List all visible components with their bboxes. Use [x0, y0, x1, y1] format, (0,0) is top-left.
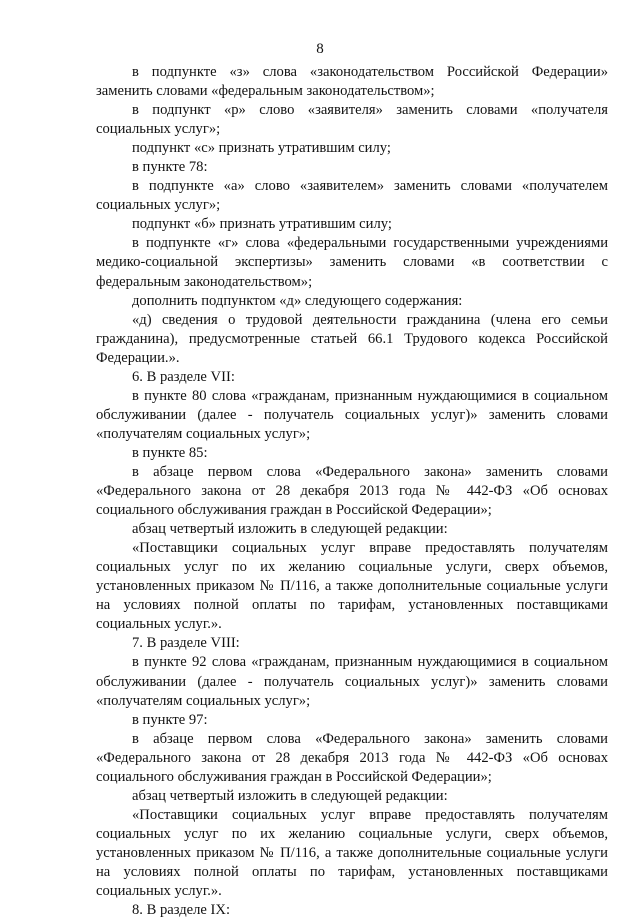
paragraph-14: абзац четвертый изложить в следующей редакции:	[132, 521, 448, 538]
paragraph-19: в абзаце первом слова «Федерального закона» заменить словами «Федерального закона от 28 декабря 2013 года № 442-ФЗ «Об основах социального обслуживания граждан в Российской Федерации»;	[96, 730, 608, 785]
paragraph-11: в пункте 80 слова «гражданам, признанным нуждающимися в социальном обслуживании (далее - получатель социальных услуг)» заменить словами «получателям социальных услуг»;	[96, 387, 608, 442]
paragraph-7: в подпункте «г» слова «федеральными государственными учреждениями медико-социальной экспертизы» заменить словами «в соответствии с федеральным законодательством»;	[96, 235, 608, 290]
paragraph-12: в пункте 85:	[132, 444, 208, 461]
paragraph-8: дополнить подпунктом «д» следующего содержания:	[132, 292, 463, 309]
paragraph-18: в пункте 97:	[132, 711, 208, 728]
document-body	[96, 63, 608, 920]
paragraph-2: в подпункт «р» слово «заявителя» заменить словами «получателя социальных услуг»;	[96, 102, 608, 138]
paragraph-22: 8. В разделе IX:	[132, 902, 231, 919]
paragraph-15: «Поставщики социальных услуг вправе предоставлять получателям социальных услуг по их желанию социальные услуги, сверх объемов, установленных приказом № П/116, а также дополнительные социальные услуги на условиях полной оплаты по тарифам, установленных поставщиками социальных услуг.».	[96, 540, 608, 633]
paragraph-1: в подпункте «з» слова «законодательством Российской Федерации» заменить словами «федеральным законодательством»;	[96, 64, 608, 100]
paragraph-17: в пункте 92 слова «гражданам, признанным нуждающимися в социальном обслуживании (далее - получатель социальных услуг)» заменить словами «получателям социальных услуг»;	[96, 654, 608, 709]
paragraph-13: в абзаце первом слова «Федерального закона» заменить словами «Федерального закона от 28 декабря 2013 года № 442-ФЗ «Об основах социального обслуживания граждан в Российской Федерации»;	[96, 463, 608, 519]
paragraph-6: подпункт «б» признать утратившим силу;	[132, 216, 392, 233]
paragraph-3: подпункт «с» признать утратившим силу;	[132, 140, 391, 157]
paragraph-5: в подпункте «а» слово «заявителем» заменить словами «получателем социальных услуг»;	[96, 178, 608, 214]
paragraph-21: «Поставщики социальных услуг вправе предоставлять получателям социальных услуг по их желанию социальные услуги, сверх объемов, установленных приказом № П/116, а также дополнительные социальные услуги на условиях полной оплаты по тарифам, установленных поставщиками социальных услуг.».	[96, 806, 608, 900]
paragraph-16: 7. В разделе VIII:	[132, 635, 240, 652]
paragraph-9: «д) сведения о трудовой деятельности гражданина (члена его семьи гражданина), предусмотренные статьей 66.1 Трудового кодекса Российской Федерации.».	[96, 311, 608, 366]
page-number: 8	[316, 41, 324, 57]
paragraph-10: 6. В разделе VII:	[132, 368, 235, 385]
paragraph-20: абзац четвертый изложить в следующей редакции:	[132, 787, 448, 804]
paragraph-4: в пункте 78:	[132, 159, 208, 176]
